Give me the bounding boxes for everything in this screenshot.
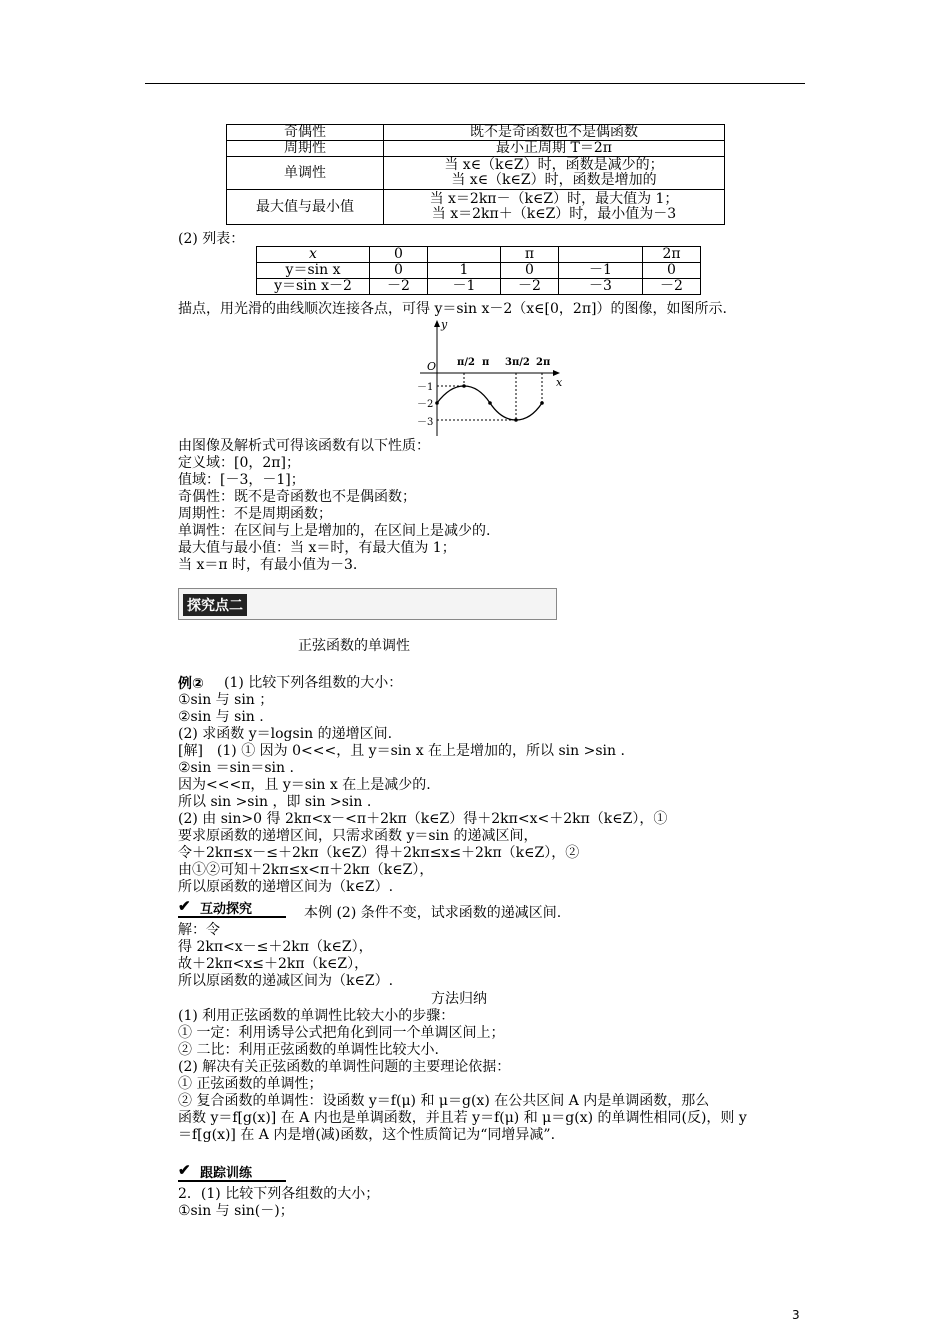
check-icon: ✔ — [178, 897, 191, 915]
table-cell — [384, 190, 725, 225]
page-number: 3 — [792, 1308, 800, 1322]
x-tick-label: π/2 — [457, 357, 475, 368]
x-tick-label: π — [482, 357, 490, 368]
plot-point — [488, 401, 492, 405]
cell-line: 当 x＝2kπ－（k∈Z）时，最大值为 1； — [429, 191, 679, 207]
table-cell: 单调性 — [227, 157, 384, 190]
table-cell: 1 — [428, 263, 501, 279]
value-table — [256, 246, 701, 295]
table-cell: －1 — [559, 263, 643, 279]
method-line: (2) 解决有关正弦函数的单调性问题的主要理论依据： — [178, 1059, 511, 1075]
origin-label: O — [427, 360, 437, 373]
sine-graph — [412, 318, 570, 440]
example-line: 因为<<<π，且 y＝sin x 在上是减少的. — [178, 777, 431, 793]
plot-point — [540, 401, 544, 405]
example-line: [解] (1) ① 因为 0<<<，且 y＝sin x 在上是增加的，所以 sin >sin . — [178, 743, 625, 759]
interactive-line: 故＋2kπ<x≤＋2kπ（k∈Z）， — [178, 956, 369, 972]
table-cell: －3 — [559, 279, 643, 295]
plot-paragraph: 描点，用光滑的曲线顺次连接各点，可得 y＝sin x－2（x∈[0，2π]）的图像，如图所示. — [178, 301, 727, 317]
interactive-line: 解：令 — [178, 922, 220, 938]
property-line: 单调性：在区间与上是增加的，在区间上是减少的. — [178, 523, 491, 539]
table-row — [257, 263, 701, 279]
interactive-prompt: 本例 (2) 条件不变，试求函数的递减区间. — [304, 905, 562, 921]
y-tick-label: －2 — [417, 399, 434, 410]
y-tick-label: －1 — [417, 382, 434, 393]
example-line: ①sin 与 sin ； — [178, 692, 274, 708]
interactive-line: 得 2kπ<x－≤＋2kπ（k∈Z）， — [178, 939, 373, 955]
table-cell: 0 — [370, 263, 428, 279]
list-label: (2) 列表： — [178, 231, 245, 247]
table-cell: 最大值与最小值 — [227, 190, 384, 225]
table-row — [227, 125, 725, 141]
property-line: 定义域：[0，2π]； — [178, 455, 300, 471]
section-title: 正弦函数的单调性 — [298, 638, 410, 654]
method-line: ② 复合函数的单调性：设函数 y＝f(μ) 和 μ＝g(x) 在公共区间 A 内是单调函数，那么 — [178, 1093, 710, 1109]
property-line: 奇偶性：既不是奇函数也不是偶函数； — [178, 489, 416, 505]
table-row — [257, 279, 701, 295]
method-line: 函数 y＝f[g(x)] 在 A 内也是单调函数，并且若 y＝f(μ) 和 μ＝g(x) 的单调性相同(反)，则 y — [178, 1110, 747, 1126]
method-line: ① 一定：利用诱导公式把角化到同一个单调区间上； — [178, 1025, 505, 1041]
property-line: 由图像及解析式可得该函数有以下性质： — [178, 438, 430, 454]
table-cell: －2 — [643, 279, 701, 295]
table-cell — [428, 247, 501, 263]
table-row — [227, 157, 725, 190]
section-tag: 探究点二 — [183, 594, 247, 616]
method-line: ① 正弦函数的单调性； — [178, 1076, 323, 1092]
table-cell: 0 — [370, 247, 428, 263]
x-tick-label: 2π — [536, 357, 551, 368]
cell-line: 当 x∈（k∈Z）时，函数是减少的； — [444, 157, 664, 173]
example-badge: 例② — [178, 676, 204, 692]
y-axis-label: y — [441, 318, 448, 331]
table-cell: π — [501, 247, 559, 263]
table-cell: －1 — [428, 279, 501, 295]
check-icon: ✔ — [178, 1161, 191, 1179]
method-line: (1) 利用正弦函数的单调性比较大小的步骤： — [178, 1008, 455, 1024]
example-line: (2) 求函数 y＝logsin 的递增区间. — [178, 726, 393, 742]
table-cell — [559, 247, 643, 263]
y-axis-arrow — [434, 320, 440, 327]
property-line: 当 x＝π 时，有最小值为－3. — [178, 557, 358, 573]
cell-line: 当 x∈（k∈Z）时，函数是增加的 — [451, 172, 657, 188]
method-line: ＝f[g(x)] 在 A 内是增(减)函数，这个性质简记为“同增异减”. — [178, 1127, 556, 1143]
example-line: 由①②可知＋2kπ≤x<π＋2kπ（k∈Z）， — [178, 862, 434, 878]
table-cell: 周期性 — [227, 141, 384, 157]
interactive-line: 所以原函数的递减区间为（k∈Z）. — [178, 973, 394, 989]
plot-point — [462, 384, 466, 388]
table-cell: y＝sin x－2 — [257, 279, 370, 295]
example-line: 所以 sin >sin ，即 sin >sin . — [178, 794, 372, 810]
plot-point — [435, 401, 439, 405]
interactive-badge — [178, 896, 286, 918]
properties-table — [226, 124, 725, 225]
method-line: ② 二比：利用正弦函数的单调性比较大小. — [178, 1042, 439, 1058]
table-cell: －2 — [501, 279, 559, 295]
tracking-line: ①sin 与 sin(－)； — [178, 1203, 294, 1219]
x-tick-label: 3π/2 — [505, 357, 530, 368]
table-cell: 0 — [501, 263, 559, 279]
table-cell: 最小正周期 T＝2π — [384, 141, 725, 157]
example-line: 所以原函数的递增区间为（k∈Z）. — [178, 879, 394, 895]
property-line: 最大值与最小值：当 x＝时，有最大值为 1； — [178, 540, 456, 556]
interactive-badge-label: 互动探究 — [200, 902, 253, 917]
tracking-badge-label: 跟踪训练 — [200, 1166, 253, 1181]
table-cell — [384, 157, 725, 190]
table-row — [227, 141, 725, 157]
table-cell: 2π — [643, 247, 701, 263]
example-line: (2) 由 sin>0 得 2kπ<x－<π＋2kπ（k∈Z）得＋2kπ<x<＋2kπ（k∈Z），① — [178, 811, 668, 827]
x-axis-label: x — [556, 376, 563, 389]
tracking-badge — [178, 1160, 286, 1182]
plot-point — [514, 418, 518, 422]
method-title: 方法归纳 — [431, 991, 487, 1007]
table-cell: －2 — [370, 279, 428, 295]
property-line: 值域：[－3，－1]； — [178, 472, 305, 488]
table-cell: 奇偶性 — [227, 125, 384, 141]
table-cell: 0 — [643, 263, 701, 279]
header-rule — [145, 83, 805, 84]
table-cell: 既不是奇函数也不是偶函数 — [384, 125, 725, 141]
tracking-line: 2．(1) 比较下列各组数的大小； — [178, 1186, 380, 1202]
property-line: 周期性：不是周期函数； — [178, 506, 332, 522]
section-header-box — [178, 588, 557, 620]
example-line: 要求原函数的递增区间，只需求函数 y＝sin 的递减区间， — [178, 828, 538, 844]
table-row — [227, 190, 725, 225]
cell-line: 当 x＝2kπ＋（k∈Z）时，最小值为－3 — [431, 206, 677, 222]
table-cell: x — [257, 247, 370, 263]
example-line: (1) 比较下列各组数的大小： — [224, 675, 403, 691]
example-line: ②sin 与 sin . — [178, 709, 264, 725]
table-cell: y＝sin x — [257, 263, 370, 279]
y-tick-label: －3 — [417, 417, 434, 428]
example-line: ②sin ＝sin＝sin . — [178, 760, 294, 776]
example-line: 令＋2kπ≤x－≤＋2kπ（k∈Z）得＋2kπ≤x≤＋2kπ（k∈Z），② — [178, 845, 580, 861]
table-row — [257, 247, 701, 263]
